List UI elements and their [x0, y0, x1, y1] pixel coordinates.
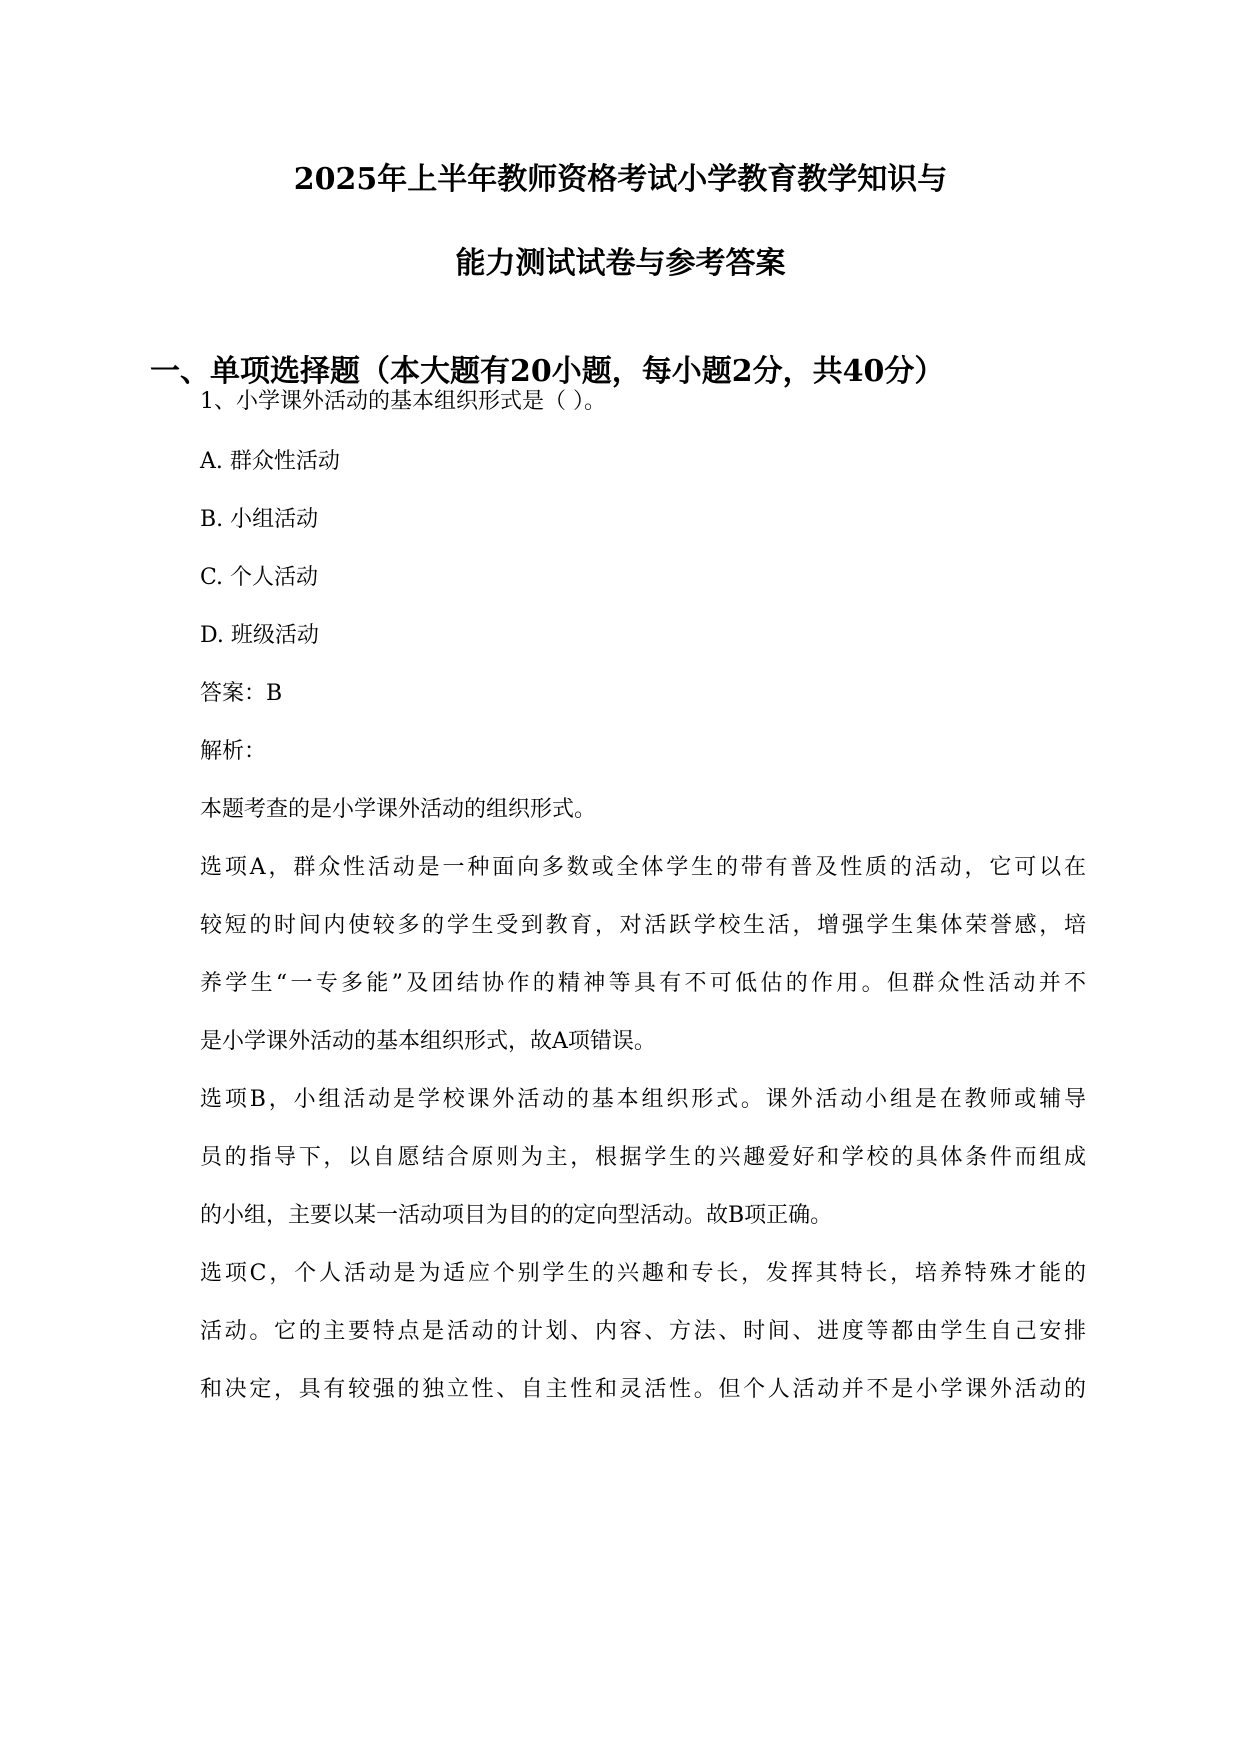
analysis-intro: 本题考查的是小学课外活动的组织形式。: [200, 797, 597, 822]
option-a-explanation-line: 选项A，群众性活动是一种面向多数或全体学生的带有普及性质的活动，它可以在: [200, 855, 1086, 880]
option-a-explanation-line: 养学生“一专多能”及团结协作的精神等具有不可低估的作用。但群众性活动并不: [200, 971, 1086, 996]
option-d: D. 班级活动: [200, 623, 319, 648]
option-b-explanation-line: 的小组，主要以某一活动项目为目的的定向型活动。故B项正确。: [200, 1203, 833, 1228]
option-b: B. 小组活动: [200, 507, 319, 532]
option-b-explanation-line: 选项B，小组活动是学校课外活动的基本组织形式。课外活动小组是在教师或辅导: [200, 1087, 1086, 1112]
option-a-explanation-line: 是小学课外活动的基本组织形式，故A项错误。: [200, 1029, 656, 1054]
option-a: A. 群众性活动: [200, 449, 340, 474]
option-a-explanation-line: 较短的时间内使较多的学生受到教育，对活跃学校生活，增强学生集体荣誉感，培: [200, 913, 1086, 938]
analysis-label: 解析：: [200, 739, 267, 764]
question-stem: 1、小学课外活动的基本组织形式是（ ）。: [200, 389, 606, 414]
option-c-explanation-line: 和决定，具有较强的独立性、自主性和灵活性。但个人活动并不是小学课外活动的: [200, 1377, 1086, 1402]
option-c-explanation-line: 选项C，个人活动是为适应个别学生的兴趣和专长，发挥其特长，培养特殊才能的: [200, 1261, 1086, 1286]
document-title-line-1: 2025年上半年教师资格考试小学教育教学知识与: [293, 162, 948, 197]
document-title-line-2: 能力测试试卷与参考答案: [455, 246, 786, 281]
option-b-explanation-line: 员的指导下，以自愿结合原则为主，根据学生的兴趣爱好和学校的具体条件而组成: [200, 1145, 1086, 1170]
option-c-explanation-line: 活动。它的主要特点是活动的计划、内容、方法、时间、进度等都由学生自己安排: [200, 1319, 1086, 1344]
section-heading: 一、单项选择题（本大题有20小题，每小题2分，共40分）: [150, 354, 945, 389]
option-c: C. 个人活动: [200, 565, 319, 590]
answer-line: 答案：B: [200, 681, 283, 706]
